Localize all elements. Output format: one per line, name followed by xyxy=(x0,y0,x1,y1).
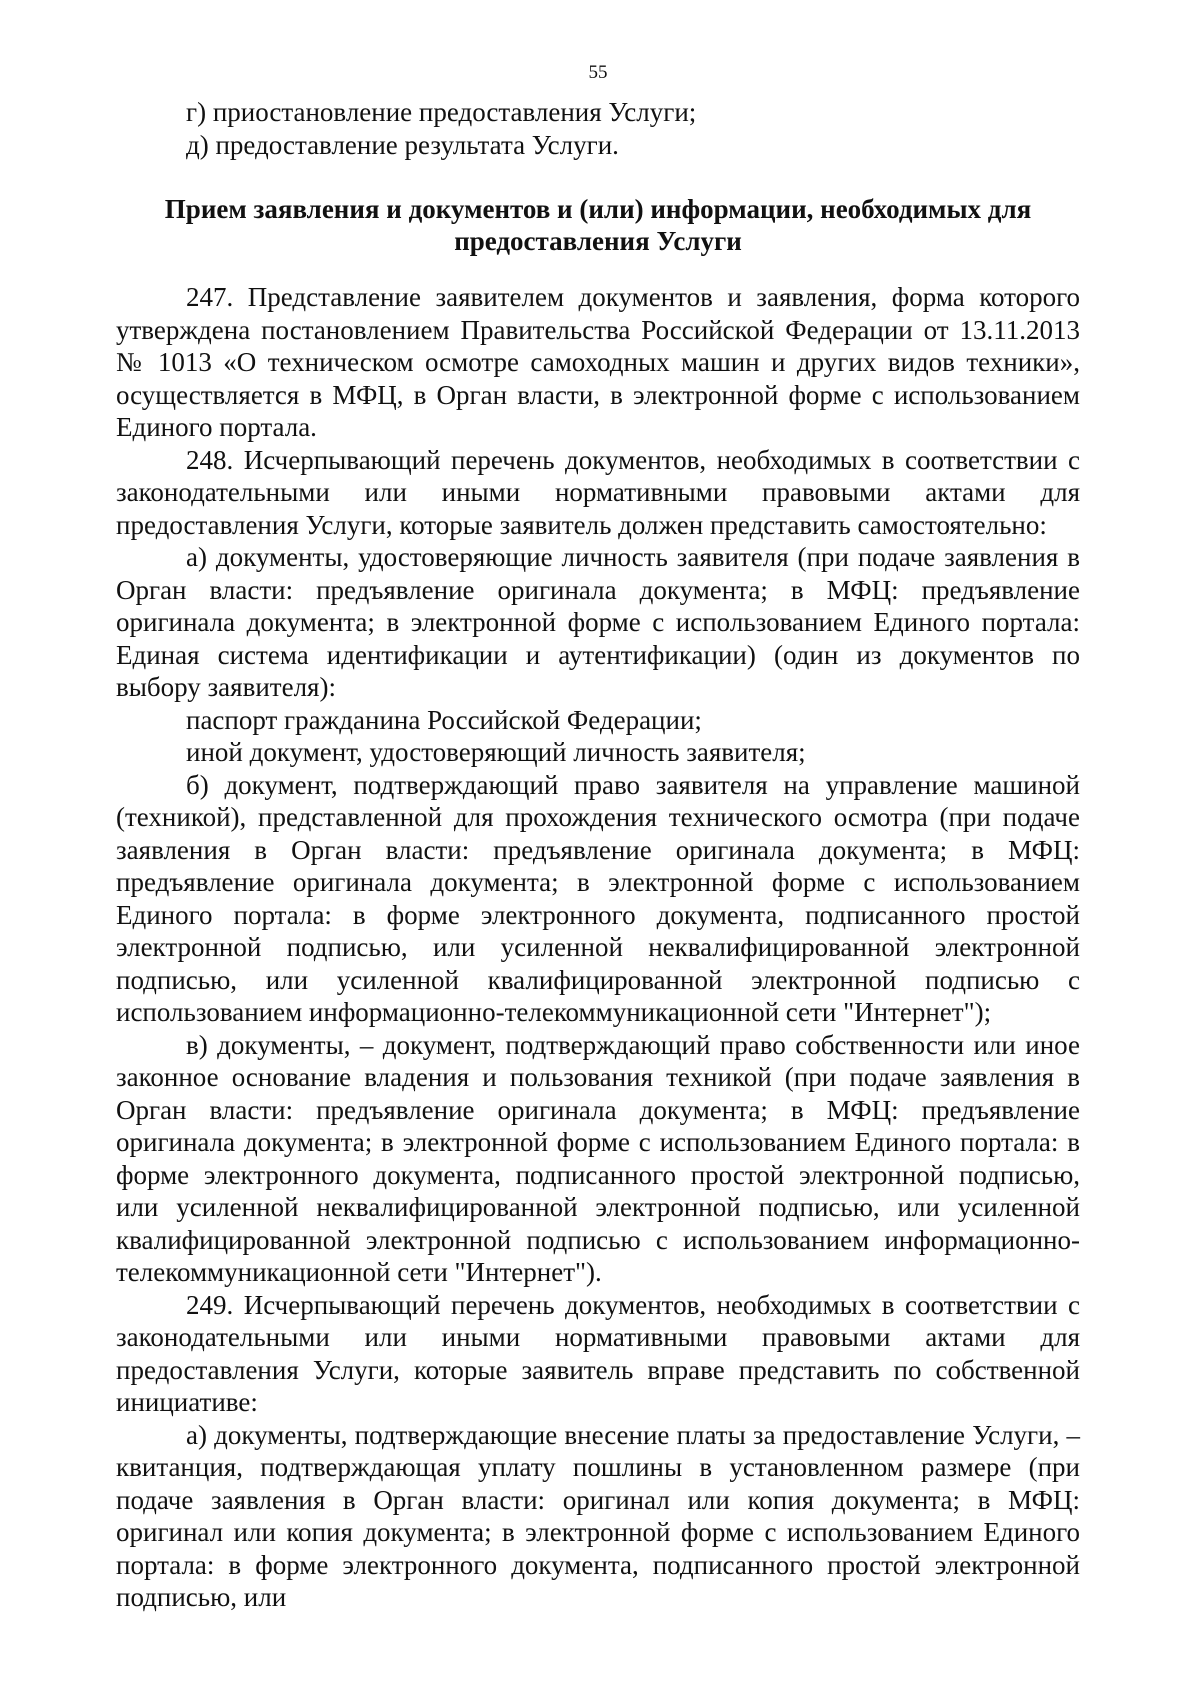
list-item-passport: паспорт гражданина Российской Федерации; xyxy=(186,704,702,735)
list-item-other-id: иной документ, удостоверяющий личность заявителя; xyxy=(186,737,806,767)
paragraph-248-v: в) документы, – документ, подтверждающий право собственности или иное законное основание владения и пользования техникой (при подаче заявления в Орган власти: предъявление оригинала документа; в МФЦ: предъявление оригинала документа; в электронной форме с использованием Единого портала: в форме электронного документа, подписанного простой электронной подписью, или усиленной неквалифицированной электронной подписью, или усиленной квалифицированной электронной подписью с использованием информационно-телекоммуникационной сети "Интернет"). xyxy=(116,1029,1080,1287)
list-item-d: д) предоставление результата Услуги. xyxy=(186,129,619,160)
document-page xyxy=(116,62,1080,1614)
page-number: 55 xyxy=(588,62,608,83)
paragraph-247: 247. Представление заявителем документов и заявления, форма которого утверждена постановлением Правительства Российской Федерации от 13.11.2013 № 1013 «О техническом осмотре самоходных машин и других видов техники», осуществляется в МФЦ, в Орган власти, в электронной форме с использованием Единого портала. xyxy=(116,282,1080,442)
paragraph-248-b: б) документ, подтверждающий право заявителя на управление машиной (техникой), представленной для прохождения технического осмотра (при подаче заявления в Орган власти: предъявление оригинала документа; в МФЦ: предъявление оригинала документа; в электронной форме с использованием Единого портала: в форме электронного документа, подписанного простой электронной подписью, или усиленной неквалифицированной электронной подписью, или усиленной квалифицированной электронной подписью с использованием информационно-телекоммуникационной сети "Интернет"); xyxy=(116,769,1080,1027)
section-heading: Прием заявления и документов и (или) информации, необходимых для предоставления Услуги xyxy=(164,194,1032,256)
paragraph-248-a: а) документы, удостоверяющие личность заявителя (при подаче заявления в Орган власти: предъявление оригинала документа; в МФЦ: предъявление оригинала документа; в электронной форме с использованием Единого портала: Единая система идентификации и аутентификации) (один из документов по выбору заявителя): xyxy=(116,542,1080,702)
paragraph-248: 248. Исчерпывающий перечень документов, необходимых в соответствии с законодательными или иными нормативными правовыми актами для предоставления Услуги, которые заявитель должен представить самостоятельно: xyxy=(116,444,1080,540)
paragraph-249-a: а) документы, подтверждающие внесение платы за предоставление Услуги, – квитанция, подтверждающая уплату пошлины в установленном размере (при подаче заявления в Орган власти: оригинал или копия документа; в МФЦ: оригинал или копия документа; в электронной форме с использованием Единого портала: в форме электронного документа, подписанного простой электронной подписью, или xyxy=(116,1419,1080,1612)
list-item-g: г) приостановление предоставления Услуги; xyxy=(186,97,697,127)
paragraph-249: 249. Исчерпывающий перечень документов, необходимых в соответствии с законодательными или иными нормативными правовыми актами для предоставления Услуги, которые заявитель вправе представить по собственной инициативе: xyxy=(116,1289,1080,1417)
